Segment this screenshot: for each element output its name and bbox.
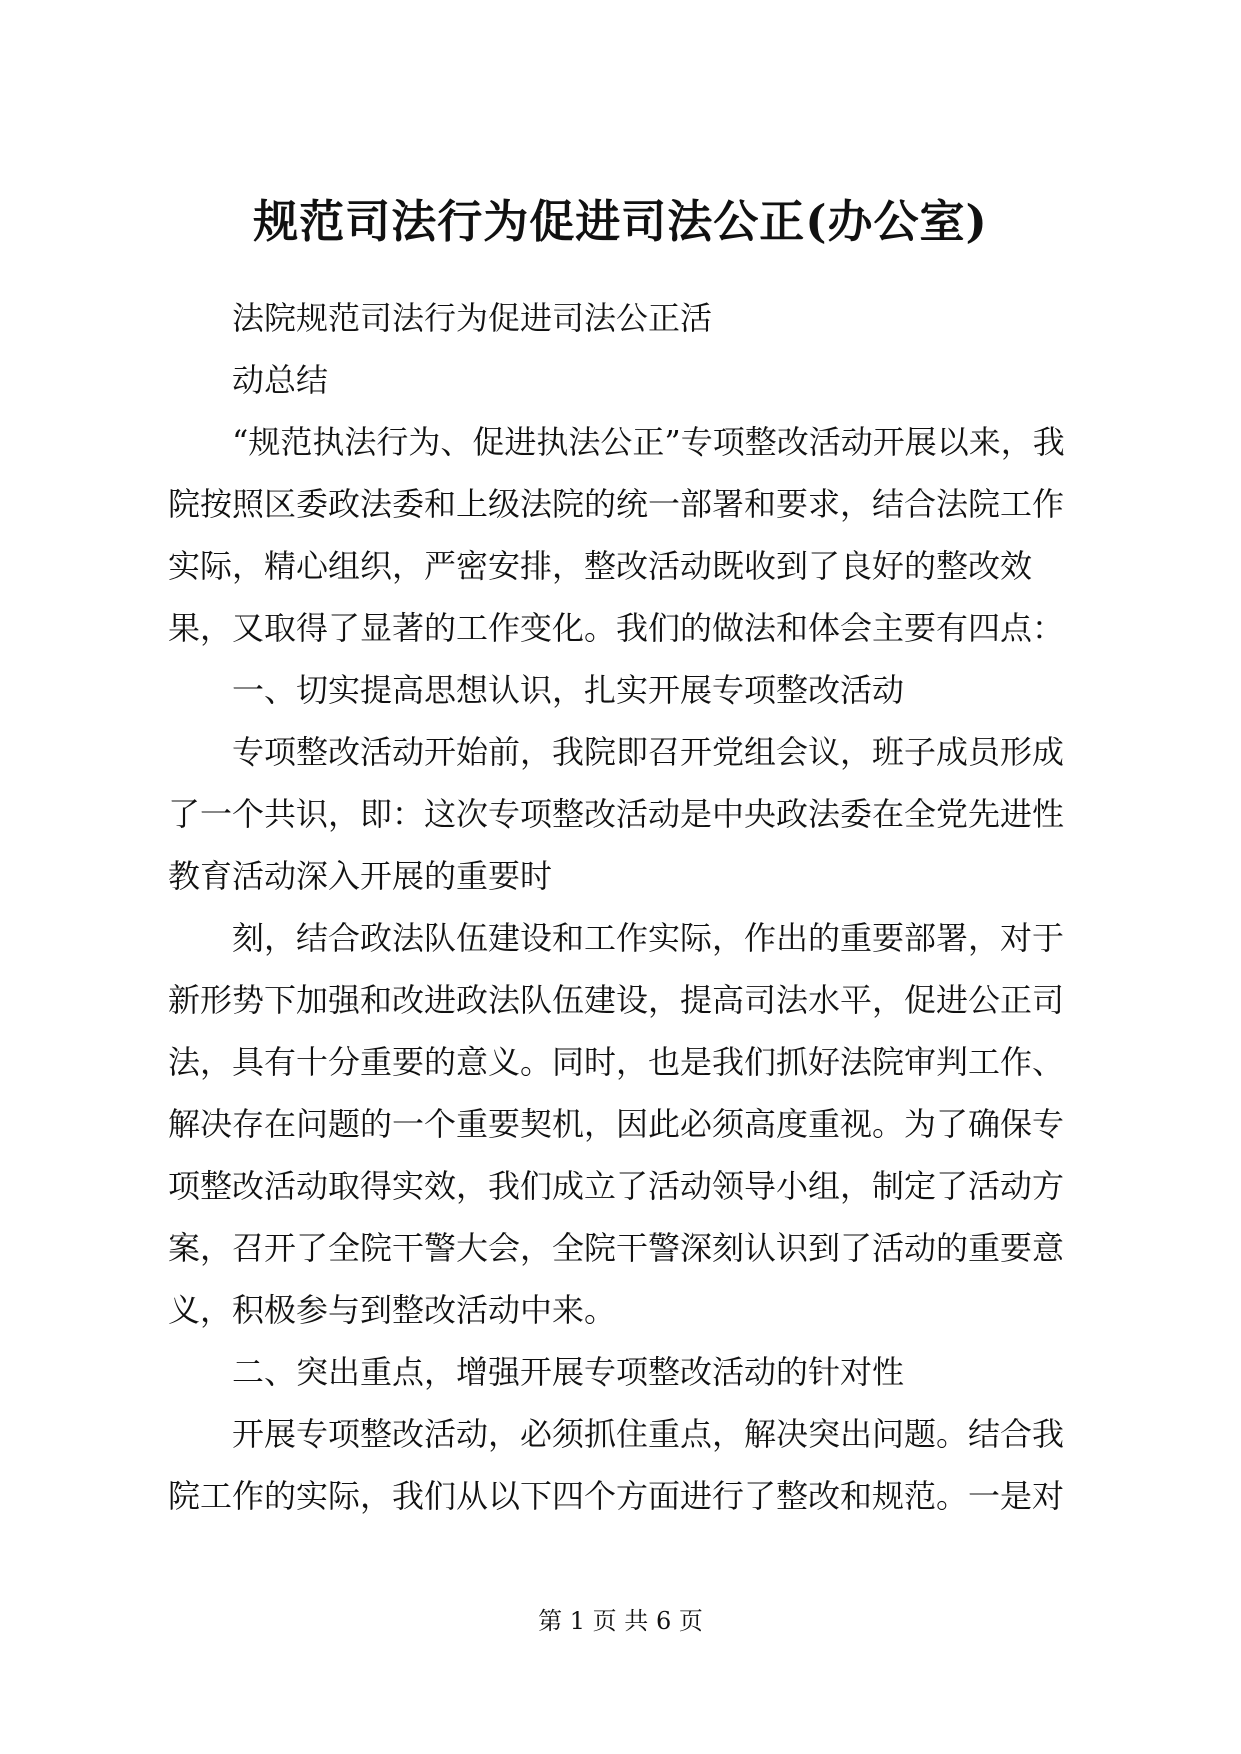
paragraph: “规范执法行为、促进执法公正”专项整改活动开展以来，我院按照区委政法委和上级法院的统一部署和要求，结合法院工作实际，精心组织，严密安排，整改活动既收到了良好的整改效果，又取得了显著的工作变化。我们的做法和体会主要有四点： [168,423,1065,647]
section-heading: 二、突出重点，增强开展专项整改活动的针对性 [232,1353,905,1391]
document-title: 规范司法行为促进司法公正(办公室) [253,195,988,248]
paragraph: 刻，结合政法队伍建设和工作实际，作出的重要部署，对于新形势下加强和改进政法队伍建设，提高司法水平，促进公正司法，具有十分重要的意义。同时，也是我们抓好法院审判工作、解决存在问题的一个重要契机，因此必须高度重视。为了确保专项整改活动取得实效，我们成立了活动领导小组，制定了活动方案，召开了全院干警大会，全院干警深刻认识到了活动的重要意义，积极参与到整改活动中来。 [168,919,1065,1329]
paragraph: 专项整改活动开始前，我院即召开党组会议，班子成员形成了一个共识，即：这次专项整改活动是中央政法委在全党先进性教育活动深入开展的重要时 [168,733,1065,895]
paragraph: 法院规范司法行为促进司法公正活 [232,299,713,337]
paragraph: 动总结 [232,361,329,399]
document-body [168,287,1073,1527]
paragraph: 开展专项整改活动，必须抓住重点，解决突出问题。结合我院工作的实际，我们从以下四个方面进行了整改和规范。一是对 [168,1415,1065,1515]
page-footer: 第 1 页 共 6 页 [538,1607,703,1635]
section-heading: 一、切实提高思想认识，扎实开展专项整改活动 [232,671,905,709]
